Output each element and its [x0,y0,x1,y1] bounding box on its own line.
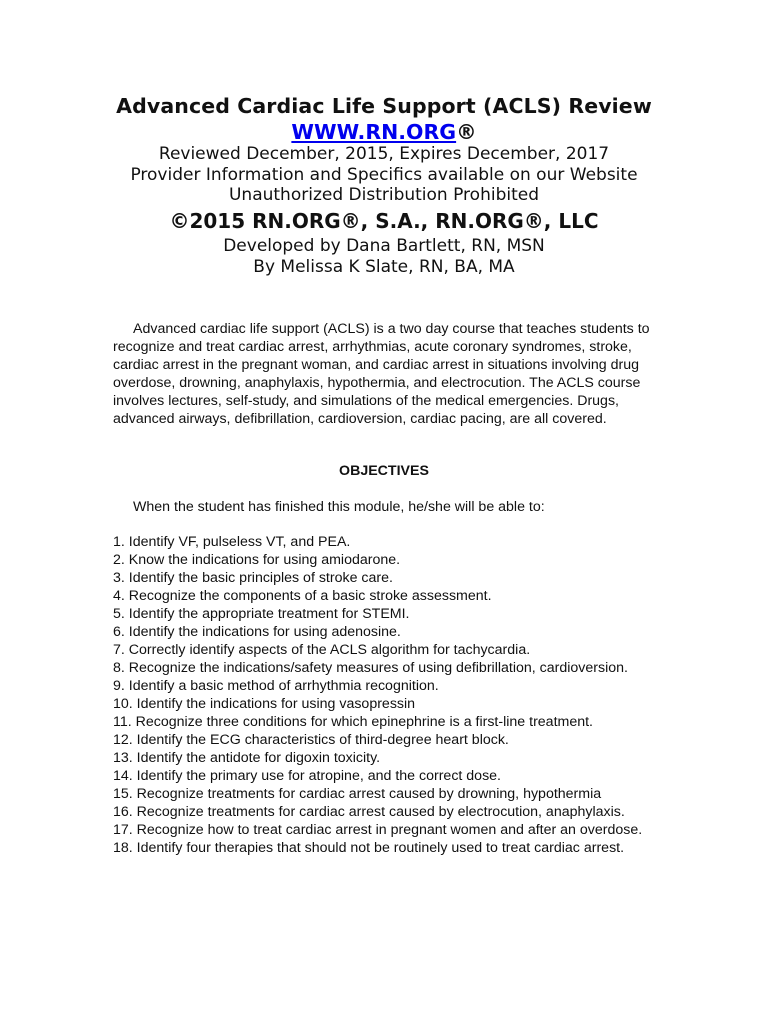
site-line [0,120,768,144]
site-link[interactable]: WWW.RN.ORG [291,120,457,144]
list-item: 18. Identify four therapies that should not be routinely used to treat cardiac arrest. [113,840,625,856]
document-title: Advanced Cardiac Life Support (ACLS) Review [116,94,652,118]
list-item: 12. Identify the ECG characteristics of third-degree heart block. [113,732,509,748]
list-item: 8. Recognize the indications/safety measures of using defibrillation, cardioversion. [113,660,628,676]
list-item: 10. Identify the indications for using vasopressin [113,696,416,712]
list-item: 16. Recognize treatments for cardiac arrest caused by electrocution, anaphylaxis. [113,804,625,820]
list-item: 2. Know the indications for using amiodarone. [113,552,401,568]
document-header [0,92,768,278]
developed-by: Developed by Dana Bartlett, RN, MSN [223,235,545,256]
list-item: 11. Recognize three conditions for which epinephrine is a first-line treatment. [113,714,593,730]
list-item: 3. Identify the basic principles of stroke care. [113,570,393,586]
list-item: 13. Identify the antidote for digoxin toxicity. [113,750,381,766]
list-item: 4. Recognize the components of a basic stroke assessment. [113,588,492,604]
distribution-notice: Unauthorized Distribution Prohibited [228,185,540,205]
objectives-list [113,533,658,857]
list-item: 9. Identify a basic method of arrhythmia recognition. [113,678,439,694]
registered-mark: ® [456,120,477,144]
list-item: 6. Identify the indications for using adenosine. [113,624,401,640]
objectives-heading: OBJECTIVES [339,463,429,479]
by-line: By Melissa K Slate, RN, BA, MA [253,257,515,277]
review-dates: Reviewed December, 2015, Expires December, 2017 [158,144,610,164]
objectives-lead: When the student has finished this module, he/she will be able to: [133,499,545,515]
intro-paragraph: Advanced cardiac life support (ACLS) is a two day course that teaches students to recognize and treat cardiac arrest, arrhythmias, acute coronary syndromes, stroke, cardiac arrest in the pregnant woman, and cardiac arrest in situations involving drug overdose, drowning, anaphylaxis, hypothermia, and electrocution. The ACLS course involves lectures, self-study, and simulations of the medical emergencies. Drugs, advanced airways, defibrillation, cardioversion, cardiac pacing, are all covered. [113,321,650,427]
list-item: 5. Identify the appropriate treatment for STEMI. [113,606,410,622]
list-item: 7. Correctly identify aspects of the ACLS algorithm for tachycardia. [113,642,531,658]
provider-info: Provider Information and Specifics available on our Website [130,164,638,185]
copyright-line: ©2015 RN.ORG®, S.A., RN.ORG®, LLC [169,208,599,233]
list-item: 15. Recognize treatments for cardiac arrest caused by drowning, hypothermia [113,786,602,802]
list-item: 14. Identify the primary use for atropine, and the correct dose. [113,768,502,784]
list-item: 1. Identify VF, pulseless VT, and PEA. [113,534,351,550]
list-item: 17. Recognize how to treat cardiac arrest in pregnant women and after an overdose. [113,822,643,838]
